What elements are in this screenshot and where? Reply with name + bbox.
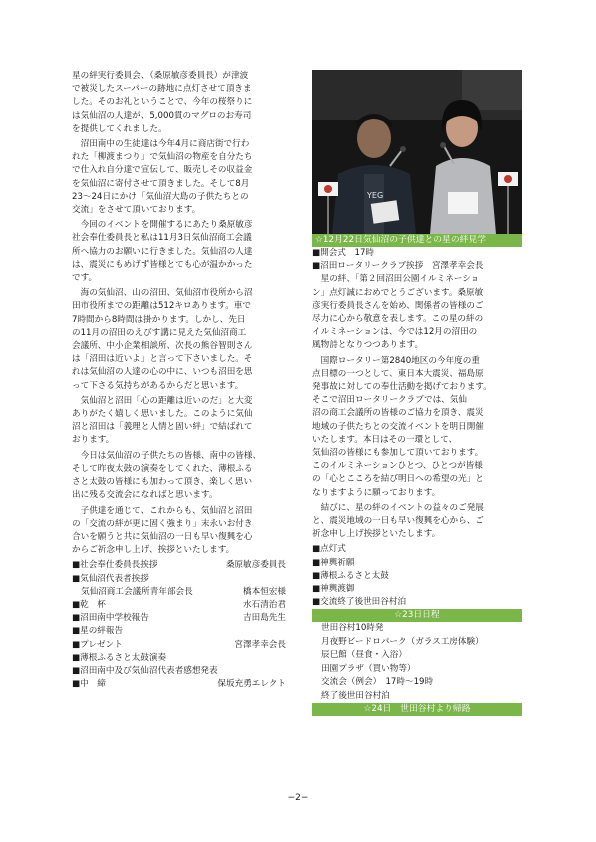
schedule-item: 終了後世田谷村泊 [321, 690, 390, 701]
event-item: ■点灯式 [312, 544, 346, 555]
paragraph: 今回のイベントを開催するにあたり桑原敏彦 社会奉仕委員長と私は11月3日気仙沼商工会議 所へ協力のお願いに行きました。気仙沼の人達 は、震災にもめげず皆様とても心が温かかった です。 [72, 220, 253, 284]
program-item: ■気仙沼代表者挨拶 [72, 573, 149, 584]
section-title-dec22: ☆12月22日気仙沼の子供達との星の絆見学 [312, 234, 522, 247]
program-item: 気仙沼商工会議所青年部会長 橋本恒宏様 [81, 586, 286, 597]
program-item: ■薄根ふるさと太鼓演奏 [72, 652, 167, 663]
program-item: ■プレゼント 宮澤孝幸会長 [72, 639, 286, 650]
program-item: ■社会奉仕委員長挨拶 桑原敏彦委員長 [72, 560, 286, 571]
schedule-item: 辰巳館（昼食・入浴） [321, 650, 407, 661]
schedule-item: 田園プラザ（買い物等） [321, 663, 416, 674]
event-items [312, 543, 522, 609]
schedule-item: 月夜野ビードロパーク（ガラス工房体験） [321, 636, 484, 647]
program-list [72, 559, 288, 691]
paragraph: 子供達を通じて、これからも、気仙沼と沼田 の「交流の絆が更に固く強まり」末永いお付き 合いを願うと共に気仙沼の一日も早い復興を心 からご祈念申し上げ、挨拶といたします。 [72, 505, 253, 556]
schedule-list [312, 622, 522, 702]
paragraph: 沼田南中の生徒達は今年4月に商店街で行わ れた「柳渡まつり」で気仙沼の物産を自分たち で仕入れ自分達で宣伝して、販売しその収益金 を気仙沼に寄付させて頂きました。そして8月 23〜24日にかけ「気仙沼大島の子供たちとの 交流」をさせて頂いております。 [72, 139, 253, 216]
opening-line: ■開会式 17時 [312, 248, 375, 258]
paragraph: 星の絆、「第２回沼田公園イルミネーショ ン」点灯誠におめでとうございます。桑原敏 彦実行委員長さんを始め、関係者の皆様のご 尽力に心から敬意を表します。この星の絆の イルミネーションは、今では12月の沼田の 風物詩となりつつあります。 [312, 274, 484, 351]
page-number: −2− [287, 793, 309, 803]
program-item: ■中 締 保坂充勇エレクト [72, 679, 286, 690]
section-title-day23: ☆23日日程 [312, 609, 522, 622]
event-photo [312, 70, 522, 234]
jacket-logo-text: YEG [367, 191, 384, 200]
schedule-item: 交流会（例会） 17時〜19時 [321, 677, 434, 688]
paragraph: 星の絆実行委員会、（桑原敏彦委員長）が津波 で被災したスーパーの跡地に点灯させて頂きま した。そのお礼ということで、今年の桜祭りに は気仙沼の人達が、5,000貫のマグロのお寿司 を提供してくれました。 [72, 71, 253, 134]
event-item: ■交流終了後世田谷村泊 [312, 597, 407, 608]
paragraph: 今日は気仙沼の子供たちの皆様、南中の皆様、 そして昨夜太鼓の演奏をしてくれた、薄根ふる さと太鼓の皆様にも加わって頂き、楽しく思い 出に残る交流会になればと思います。 [72, 450, 262, 501]
section-title-day24: ☆24日 世田谷村より帰路 [312, 703, 522, 716]
paragraph: 結びに、星の絆のイベントの益々のご発展 と、震災地域の一日も早い復興を心から、ご 祈念申し上げ挨拶といたします。 [312, 502, 484, 540]
event-item: ■神輿祈願 [312, 557, 355, 568]
paragraph: 気仙沼と沼田「心の距離は近いのだ」と大変 ありがたく嬉しく思いました。このように気仙 沼と沼田は「義理と人情と固い絆」で結ばれて おります。 [72, 395, 253, 446]
schedule-item: 世田谷村10時発 [321, 623, 384, 634]
event-item: ■神輿渡御 [312, 584, 355, 595]
left-paragraphs [72, 70, 288, 557]
paragraph: 海の気仙沼、山の沼田、気仙沼市役所から沼 田市役所までの距離は512キロあります。車で 7時間から8時間は掛かります。しかし、先日 の11月の沼田のえびす講に見えた気仙沼商工 会議所、中小企業相談所、次長の熊谷智則さん は「沼田は近いよ」と言って下さいました。そ れは気仙沼の人達の心の中に、いつも沼田を思 って下さる気持ちがあるからだと思います。 [72, 288, 253, 391]
program-item: ■乾 杯 水石清治君 [72, 599, 286, 610]
photo-illustration [312, 70, 522, 234]
event-item: ■薄根ふるさと太鼓 [312, 570, 389, 581]
program-item: ■沼田南中学校報告 吉田島先生 [72, 613, 286, 624]
paragraph: 国際ロータリー第2840地区の今年度の重 点目標の一つとして、東日本大震災、福島原 発事故に対しての奉仕活動を掲げております。 そこで沼田ロータリークラブでは、気仙 沼の商工会議所の皆様のご協力を頂き、震災 地域の子供たちとの交流イベントを明日開催 いたします。本日はその一環として、 気仙沼の皆様にも参加して頂いております。 このイルミネーションひとつ、ひとつが皆様 の「心とこころを結び明日への希望の光」と なりますように願っております。 [312, 355, 492, 498]
right-column [312, 70, 522, 716]
program-item: ■沼田南中及び気仙沼代表者感想発表 [72, 665, 218, 676]
left-column [72, 70, 288, 691]
program-item: ■星の絆報告 [72, 626, 124, 637]
greeting-heading: ■沼田ロータリークラブ挨拶 宮澤孝幸会長 [312, 261, 484, 272]
